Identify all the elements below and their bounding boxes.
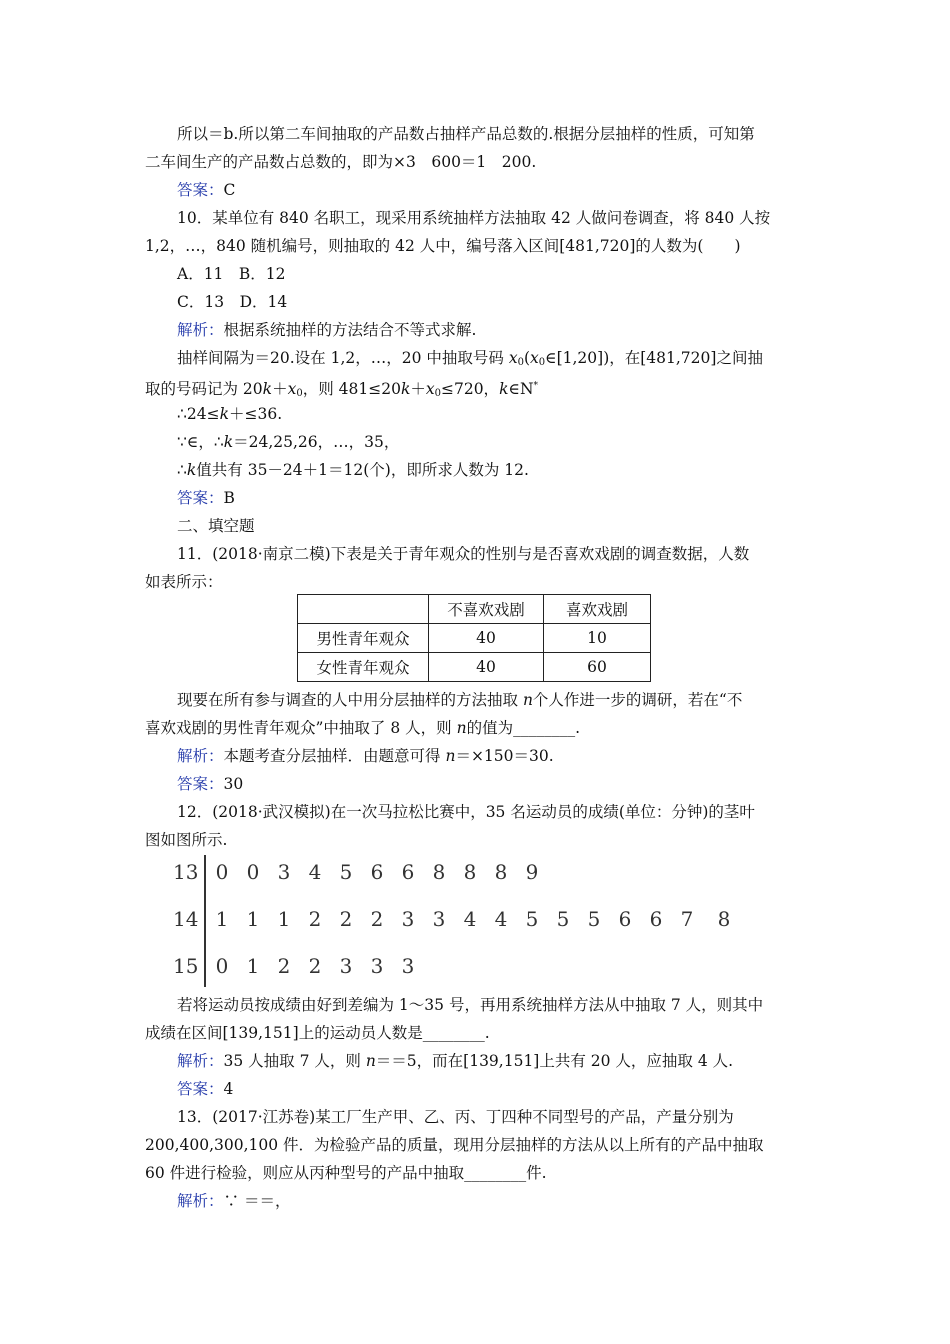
answer-value: B xyxy=(223,489,235,507)
table-cell: 女性青年观众 xyxy=(298,653,429,682)
text-line: 现要在所有参与调查的人中用分层抽样的方法抽取 n个人作进一步的调研，若在“不 xyxy=(177,691,743,709)
solution-label: 解析： xyxy=(177,321,224,339)
leaf-value: 2 xyxy=(308,907,322,931)
text-line: 取的号码记为 $20k+x_0$，则 $481\le 20k+x_0\le 720$，k∈N* xyxy=(145,380,539,399)
text-line: 如表所示： xyxy=(145,573,223,591)
question-13: 13．(2017·江苏卷)某工厂生产甲、乙、丙、丁四种不同型号的产品，产量分别为 xyxy=(177,1108,734,1126)
leaf-value: 1 xyxy=(246,954,260,978)
answer-line xyxy=(177,487,235,509)
text-line: ∴24≤k＋≤36. xyxy=(177,405,283,423)
table-cell: 喜欢戏剧 xyxy=(544,595,651,624)
table-cell: 40 xyxy=(429,653,544,682)
table-header-row xyxy=(298,595,651,624)
leaf-value: 1 xyxy=(277,907,291,931)
leaf-value: 4 xyxy=(494,907,508,931)
text-line: 成绩在区间[139,151]上的运动员人数是________. xyxy=(145,1024,490,1042)
table-cell: 40 xyxy=(429,624,544,653)
text-line: 二车间生产的产品数占总数的，即为×3 600＝1 200. xyxy=(145,153,537,171)
stem-value: 13 xyxy=(173,860,199,884)
answer-value: C xyxy=(223,181,236,199)
leaf-value: 8 xyxy=(432,860,446,884)
solution-line: 解析：本题考查分层抽样．由题意可得 n＝×150＝30. xyxy=(177,747,554,765)
leaf-value: 6 xyxy=(401,860,415,884)
leaf-value: 6 xyxy=(618,907,632,931)
question-11: 11．(2018·南京二模)下表是关于青年观众的性别与是否喜欢戏剧的调查数据，人数 xyxy=(177,545,750,563)
answer-line xyxy=(177,179,235,201)
leaf-value: 8 xyxy=(463,860,477,884)
stem-leaf-divider xyxy=(204,855,206,987)
options-line: A．11 B．12 xyxy=(177,265,286,283)
table-row xyxy=(298,624,651,653)
leaf-value: 6 xyxy=(370,860,384,884)
leaf-value: 1 xyxy=(215,907,229,931)
text-line: 所以＝b.所以第二车间抽取的产品数占抽样产品总数的.根据分层抽样的性质，可知第 xyxy=(177,125,755,143)
solution-label: 解析： xyxy=(177,1052,224,1070)
leaf-value: 4 xyxy=(308,860,322,884)
table-cell: 10 xyxy=(544,624,651,653)
leaf-value: 7 xyxy=(680,907,694,931)
leaf-value: 3 xyxy=(401,907,415,931)
question-12: 12．(2018·武汉模拟)在一次马拉松比赛中，35 名运动员的成绩(单位：分钟)的茎叶 xyxy=(177,803,755,821)
table-cell: 不喜欢戏剧 xyxy=(429,595,544,624)
leaf-value: 3 xyxy=(432,907,446,931)
leaf-value: 1 xyxy=(246,907,260,931)
text-line: 抽样间隔为＝20.设在 1,2，…，20 中抽取号码 $x_0(x_0\in[1,20])$，在[481,720]之间抽 xyxy=(177,349,763,368)
text-line: 1,2，…，840 随机编号，则抽取的 42 人中，编号落入区间[481,720]的人数为( ) xyxy=(145,237,741,255)
options-line: C．13 D．14 xyxy=(177,293,288,311)
section-heading: 二、填空题 xyxy=(177,517,255,535)
solution-label: 解析： xyxy=(177,747,224,765)
leaf-value: 0 xyxy=(246,860,260,884)
table-row xyxy=(298,653,651,682)
leaf-value: 5 xyxy=(525,907,539,931)
leaf-value: 2 xyxy=(308,954,322,978)
survey-table xyxy=(297,594,651,682)
text-line: 喜欢戏剧的男性青年观众”中抽取了 8 人，则 n的值为________. xyxy=(145,719,580,737)
table-cell: 男性青年观众 xyxy=(298,624,429,653)
leaf-value: 3 xyxy=(370,954,384,978)
leaf-value: 3 xyxy=(277,860,291,884)
solution-line: 解析：∵ ＝＝， xyxy=(177,1192,291,1210)
leaf-value: 5 xyxy=(556,907,570,931)
stem-value: 14 xyxy=(173,907,199,931)
leaf-value: 0 xyxy=(215,860,229,884)
leaf-value: 2 xyxy=(339,907,353,931)
answer-value: 30 xyxy=(223,775,244,793)
solution-label: 解析： xyxy=(177,1192,224,1210)
text-line: ∵∈，∴k＝24,25,26，…，35， xyxy=(177,433,400,451)
solution-line: 解析：35 人抽取 7 人，则 n＝＝5，而在[139,151]上共有 20 人，应抽取 4 人. xyxy=(177,1052,734,1070)
answer-label: 答案： xyxy=(177,181,224,199)
leaf-value: 3 xyxy=(339,954,353,978)
answer-label: 答案： xyxy=(177,489,224,507)
leaf-value: 4 xyxy=(463,907,477,931)
leaf-value: 6 xyxy=(649,907,663,931)
stem-value: 15 xyxy=(173,954,199,978)
table-cell xyxy=(298,595,429,624)
leaf-value: 3 xyxy=(401,954,415,978)
text-line: ∴k值共有 35－24＋1＝12(个)，即所求人数为 12. xyxy=(177,461,529,479)
solution-line: 解析：根据系统抽样的方法结合不等式求解. xyxy=(177,321,477,339)
text-line: 60 件进行检验，则应从丙种型号的产品中抽取________件. xyxy=(145,1164,547,1182)
leaf-value: 2 xyxy=(277,954,291,978)
leaf-value: 8 xyxy=(494,860,508,884)
answer-label: 答案： xyxy=(177,1080,224,1098)
leaf-value: 5 xyxy=(587,907,601,931)
leaf-value: 2 xyxy=(370,907,384,931)
table-cell: 60 xyxy=(544,653,651,682)
answer-line xyxy=(177,773,243,795)
text-line: 图如图所示. xyxy=(145,831,228,849)
leaf-value: 8 xyxy=(717,907,731,931)
text-line: 200,400,300,100 件．为检验产品的质量，现用分层抽样的方法从以上所有的产品中抽取 xyxy=(145,1136,764,1154)
question-10: 10．某单位有 840 名职工，现采用系统抽样方法抽取 42 人做问卷调查，将 840 人按 xyxy=(177,209,771,227)
leaf-value: 9 xyxy=(525,860,539,884)
answer-line xyxy=(177,1078,233,1100)
leaf-value: 0 xyxy=(215,954,229,978)
answer-value: 4 xyxy=(223,1080,234,1098)
leaf-value: 5 xyxy=(339,860,353,884)
answer-label: 答案： xyxy=(177,775,224,793)
text-line: 若将运动员按成绩由好到差编为 1～35 号，再用系统抽样方法从中抽取 7 人，则其中 xyxy=(177,996,764,1014)
